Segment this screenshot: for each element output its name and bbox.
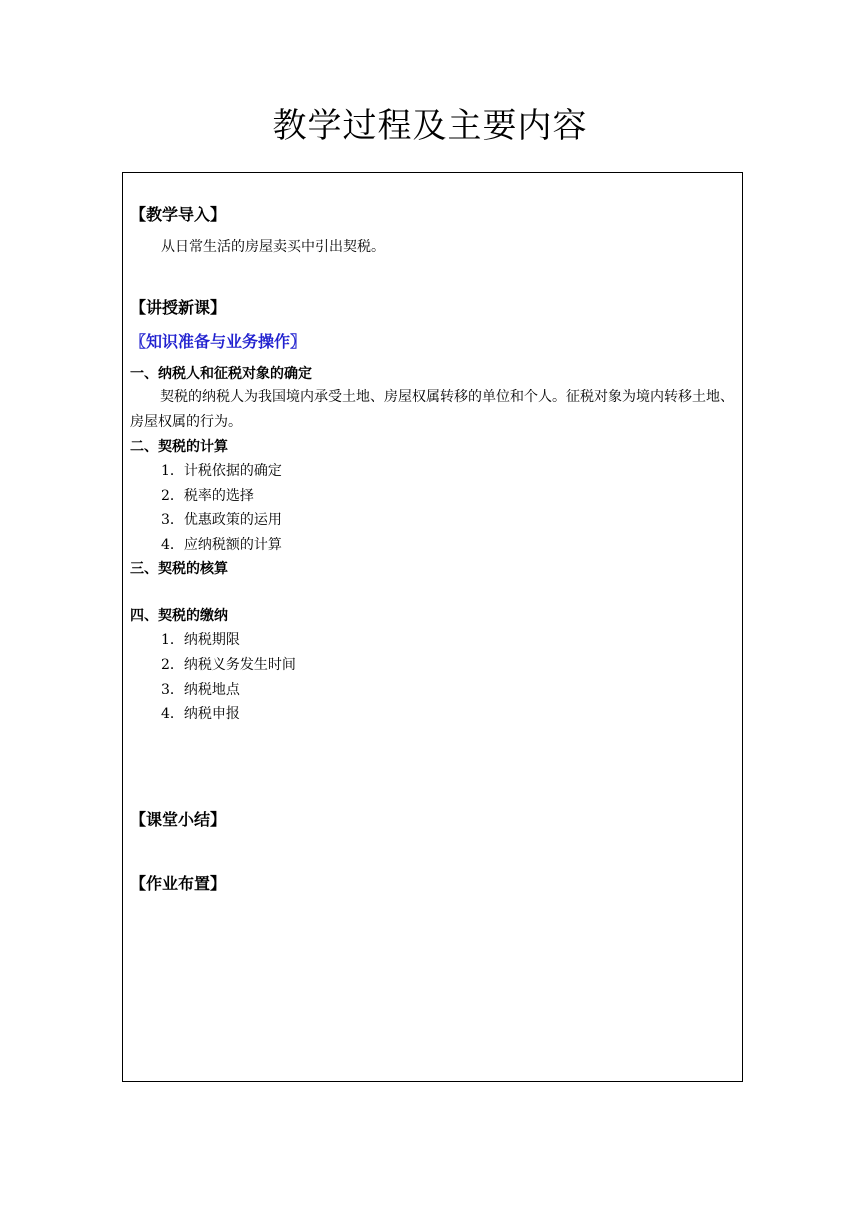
list-item: 2．税率的选择 xyxy=(161,488,254,504)
part3-heading: 三、契税的核算 xyxy=(130,561,228,577)
list-item: 3．优惠政策的运用 xyxy=(161,512,282,528)
intro-heading: 【教学导入】 xyxy=(130,205,227,224)
intro-text: 从日常生活的房屋卖买中引出契税。 xyxy=(161,239,385,255)
part2-heading: 二、契税的计算 xyxy=(130,439,228,455)
list-item: 4．应纳税额的计算 xyxy=(161,537,282,553)
homework-heading: 【作业布置】 xyxy=(130,874,227,893)
new-lesson-heading: 【讲授新课】 xyxy=(130,298,227,317)
knowledge-heading: 〖知识准备与业务操作〗 xyxy=(130,332,307,351)
part1-text: 契税的纳税人为我国境内承受土地、房屋权属转移的单位和个人。征税对象为境内转移土地、房屋权属的行为。 xyxy=(130,389,734,430)
part1-heading: 一、纳税人和征税对象的确定 xyxy=(130,366,312,382)
list-item: 2．纳税义务发生时间 xyxy=(161,657,296,673)
summary-heading: 【课堂小结】 xyxy=(130,810,227,829)
part4-heading: 四、契税的缴纳 xyxy=(130,608,228,624)
list-item: 4．纳税申报 xyxy=(161,706,240,722)
page-title: 教学过程及主要内容 xyxy=(272,106,588,146)
list-item: 3．纳税地点 xyxy=(161,682,240,698)
list-item: 1．计税依据的确定 xyxy=(161,463,282,479)
list-item: 1．纳税期限 xyxy=(161,632,240,648)
